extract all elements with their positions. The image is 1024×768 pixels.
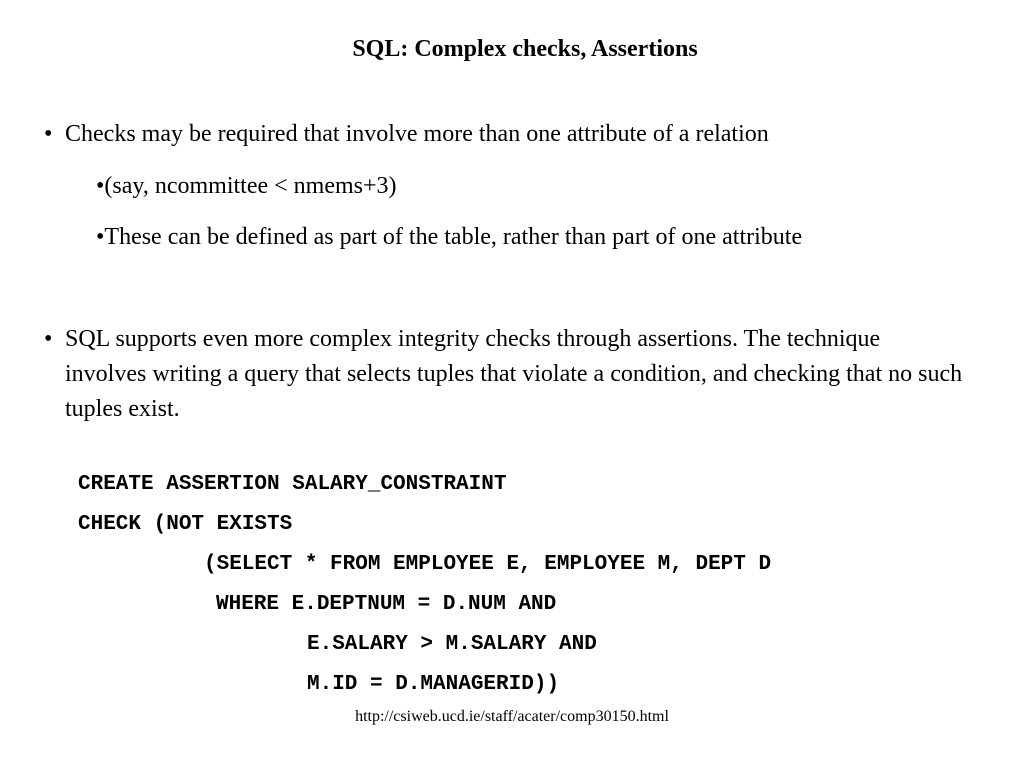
bullet-text: Checks may be required that involve more than one attribute of a relation <box>65 121 769 147</box>
code-line: WHERE E.DEPTNUM = D.NUM AND <box>216 593 557 616</box>
code-line: CREATE ASSERTION SALARY_CONSTRAINT <box>78 473 507 496</box>
footer-url: http://csiweb.ucd.ie/staff/acater/comp30150.html <box>355 708 669 725</box>
bullet-marker: • <box>44 121 53 147</box>
sub-bullet-item: •(say, ncommittee < nmems+3) <box>96 173 397 199</box>
sub-bullet-item: •These can be defined as part of the table, rather than part of one attribute <box>96 224 803 250</box>
bullet-item <box>44 322 964 427</box>
bullet-item <box>44 117 964 152</box>
code-line: (SELECT * FROM EMPLOYEE E, EMPLOYEE M, DEPT D <box>204 553 772 576</box>
code-line: M.ID = D.MANAGERID)) <box>307 673 560 696</box>
slide-title: SQL: Complex checks, Assertions <box>352 36 698 62</box>
code-line: CHECK (NOT EXISTS <box>78 513 293 536</box>
bullet-marker: • <box>44 326 53 352</box>
code-line: E.SALARY > M.SALARY AND <box>307 633 597 656</box>
bullet-text: SQL supports even more complex integrity checks through assertions. The technique involves writing a query that selects tuples that violate a condition, and checking that no such tuples exist. <box>65 326 963 422</box>
